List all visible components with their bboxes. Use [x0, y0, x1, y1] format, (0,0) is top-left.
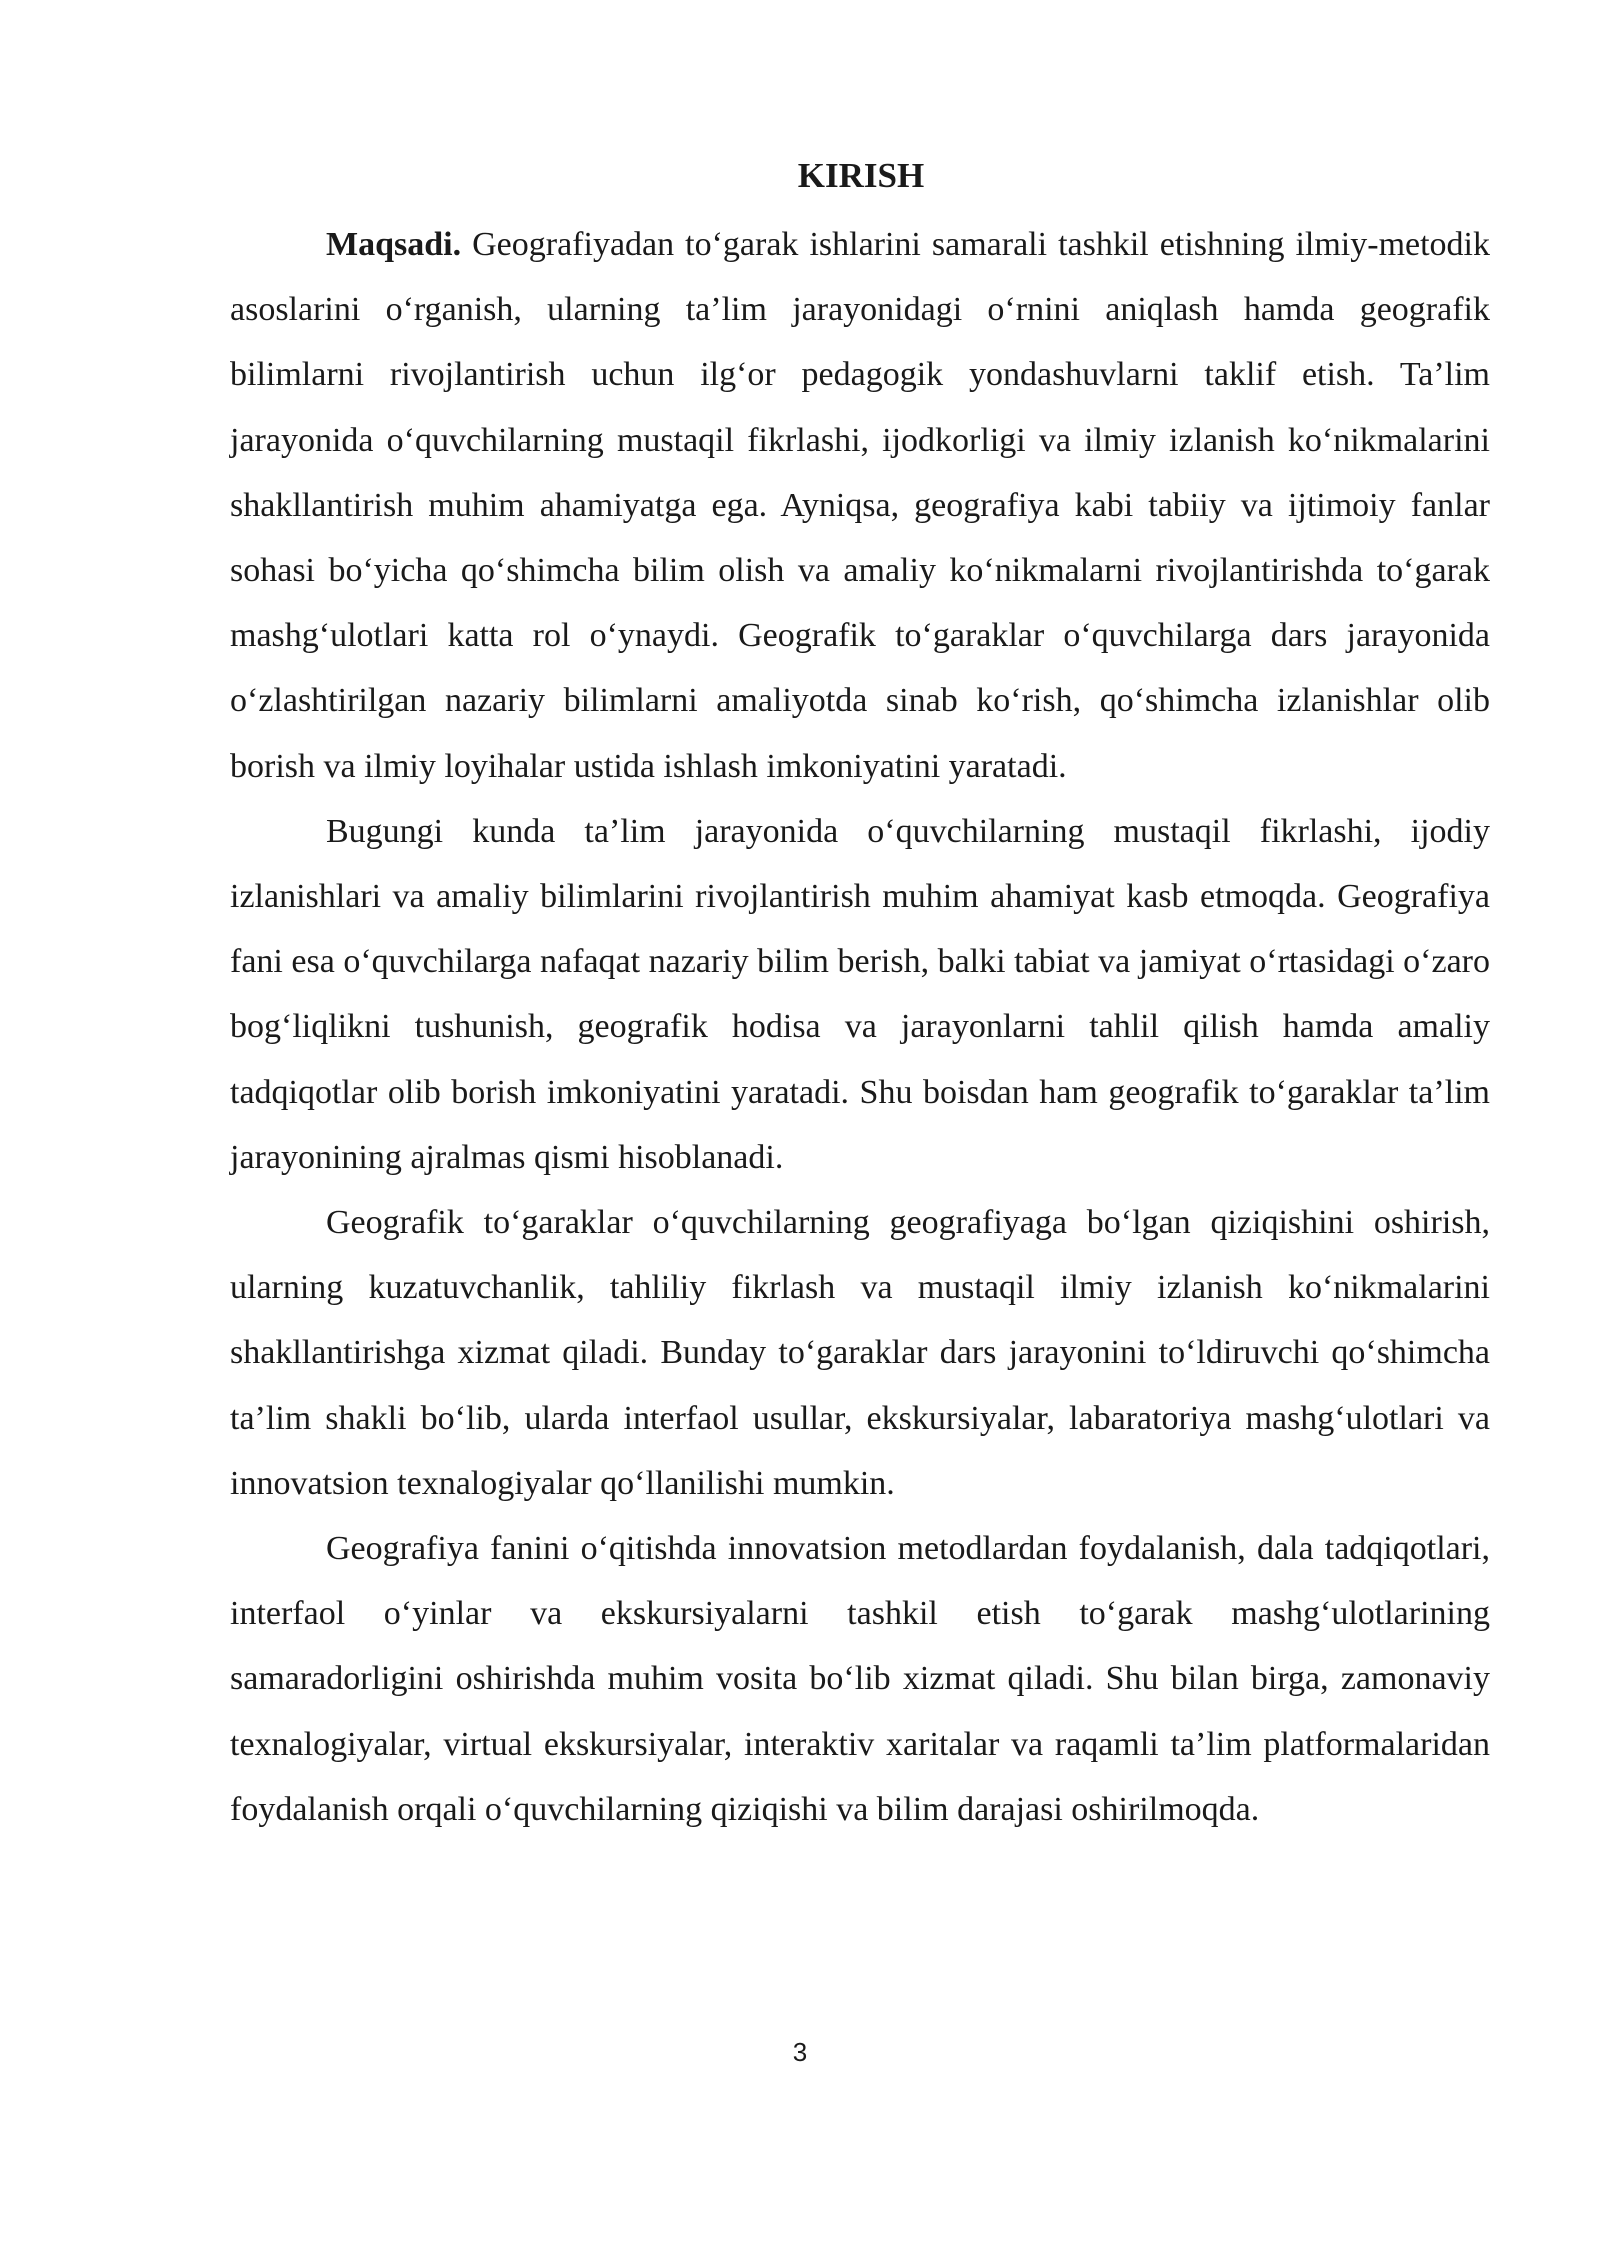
page-number: 3 — [792, 2037, 808, 2067]
page-title: KIRISH — [797, 156, 925, 195]
paragraph-lead-label: Maqsadi. — [326, 226, 462, 263]
paragraph-4: Geografiya fanini o‘qitishda innovatsion metodlardan foydalanish, dala tadqiqotlari, interfaol o‘yinlar va ekskursiyalarni tashkil etish to‘garak mashg‘ulotlarining samaradorligini oshirishda muhim vosita bo‘lib xizmat qiladi. Shu bilan birga, zamonaviy texnalogiyalar, virtual ekskursiyalar, interaktiv xaritalar va raqamli ta’lim platformalaridan foydalanish orqali o‘quvchilarning qiziqishi va bilim darajasi oshirilmoqda. — [230, 1530, 1490, 1828]
paragraph-body: Geografiyadan to‘garak ishlarini samarali tashkil etishning ilmiy-metodik asoslarini o‘rganish, ularning ta’lim jarayonidagi o‘rnini aniqlash hamda geografik bilimlarni rivojlantirish uchun ilg‘or pedagogik yondashuvlarni taklif etish. Ta’lim jarayonida o‘quvchilarning mustaqil fikrlashi, ijodkorligi va ilmiy izlanish ko‘nikmalarini shakllantirish muhim ahamiyatga ega. Ayniqsa, geografiya kabi tabiiy va ijtimoiy fanlar sohasi bo‘yicha qo‘shimcha bilim olish va amaliy ko‘nikmalarni rivojlantirishda to‘garak mashg‘ulotlari katta rol o‘ynaydi. Geografik to‘garaklar o‘quvchilarga dars jarayonida o‘zlashtirilgan nazariy bilimlarni amaliyotda sinab ko‘rish, qo‘shimcha izlanishlar olib borish va ilmiy loyihalar ustida ishlash imkoniyatini yaratadi. — [230, 226, 1490, 785]
paragraph-goal — [230, 212, 1490, 799]
paragraph-3: Geografik to‘garaklar o‘quvchilarning geografiyaga bo‘lgan qiziqishini oshirish, ularning kuzatuvchanlik, tahliliy fikrlash va mustaqil ilmiy izlanish ko‘nikmalarini shakllantirishga xizmat qiladi. Bunday to‘garaklar dars jarayonini to‘ldiruvchi qo‘shimcha ta’lim shakli bo‘lib, ularda interfaol usullar, ekskursiyalar, labaratoriya mashg‘ulotlari va innovatsion texnalogiyalar qo‘llanilishi mumkin. — [230, 1204, 1490, 1502]
page-content — [230, 148, 1490, 1842]
paragraph-2: Bugungi kunda ta’lim jarayonida o‘quvchilarning mustaqil fikrlashi, ijodiy izlanishlari va amaliy bilimlarini rivojlantirish muhim ahamiyat kasb etmoqda. Geografiya fani esa o‘quvchilarga nafaqat nazariy bilim berish, balki tabiat va jamiyat o‘rtasidagi o‘zaro bog‘liqlikni tushunish, geografik hodisa va jarayonlarni tahlil qilish hamda amaliy tadqiqotlar olib borish imkoniyatini yaratadi. Shu boisdan ham geografik to‘garaklar ta’lim jarayonining ajralmas qismi hisoblanadi. — [230, 812, 1490, 1176]
